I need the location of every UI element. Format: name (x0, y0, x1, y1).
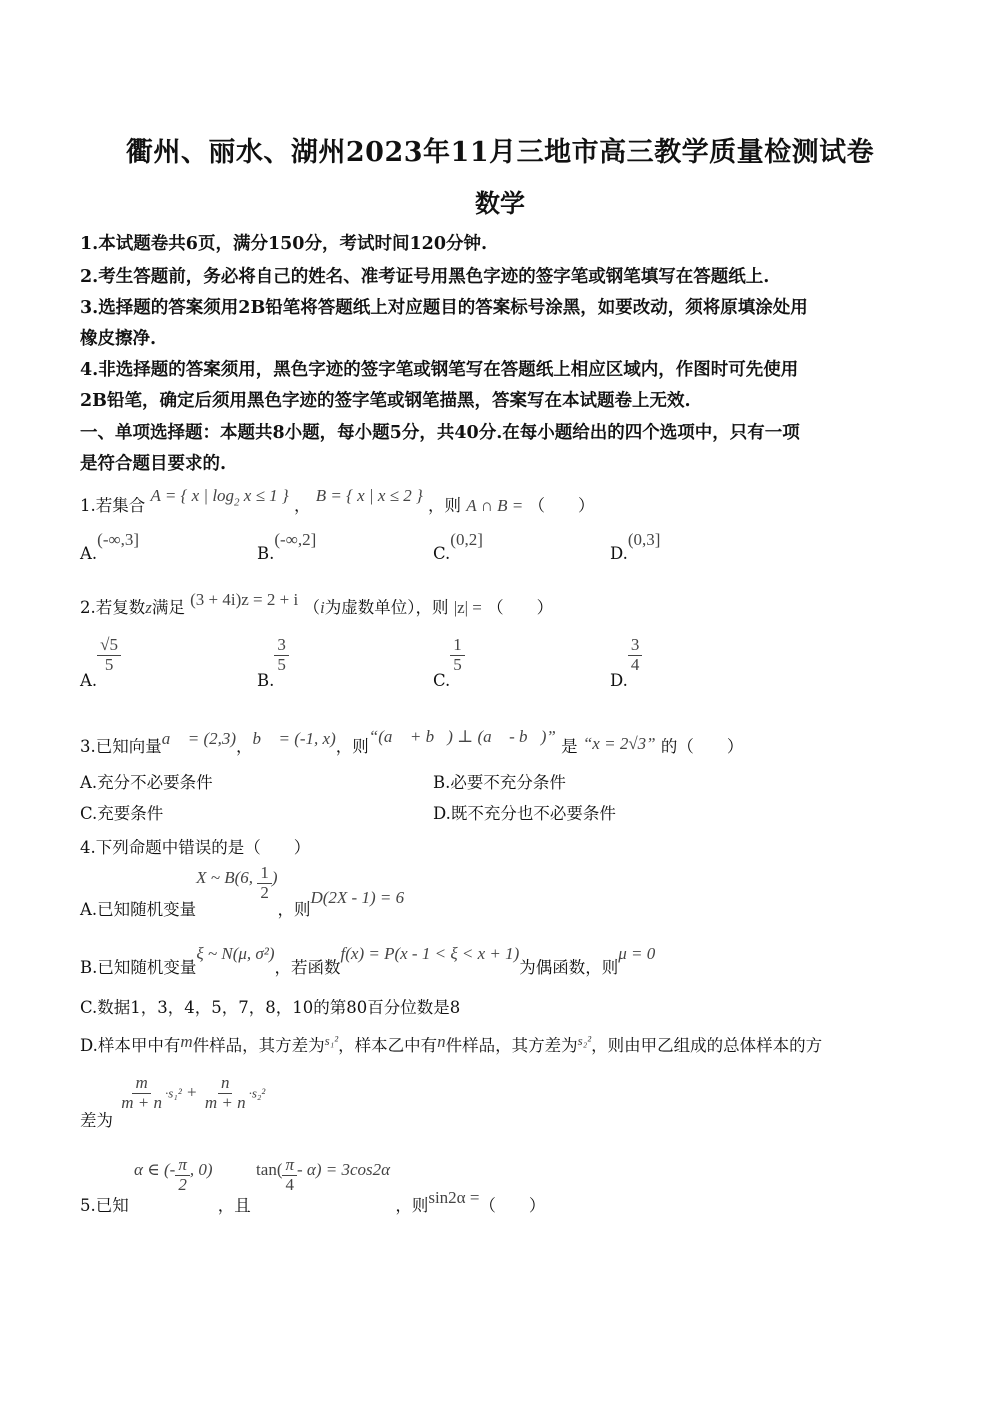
section-heading: 一、单项选择题：本题共8小题，每小题5分，共40分.在每小题给出的四个选项中，只有一项 (80, 423, 800, 443)
q1-option-a[interactable]: A.(-∞,3] (80, 530, 140, 563)
q4-option-d[interactable]: D.样本甲中有m件样品，其方差为$^{s_1^2}$，样本乙中有n件样品，其方差为$^{s_2^2}$，则由甲乙组成的总体样本的方 (80, 1032, 823, 1055)
instruction-1: 1.本试题卷共6页，满分150分，考试时间120分钟. (80, 234, 488, 254)
instruction-2: 2.考生答题前，务必将自己的姓名、准考证号用黑色字迹的签字笔或钢笔填写在答题纸上. (80, 267, 770, 287)
q4-option-c[interactable]: C.数据1，3，4，5，7，8，10的第80百分位数是8 (80, 998, 461, 1017)
q3-vector-b: b⃗ = (-1, x) (252, 729, 336, 748)
q3-condition-2: “x = 2√3” (582, 734, 656, 753)
q2-abs: |z| = (453, 598, 482, 617)
q5-tan-equation: tan( $\frac{\pi}{4}$ - α) = 3cos2α (256, 1155, 391, 1194)
q2-z: z (145, 598, 152, 617)
q5-alpha-range: α ∈ (- $\frac{\pi}{2}$ , 0) (134, 1155, 213, 1194)
q1-option-d[interactable]: D.(0,3] (610, 530, 661, 563)
q3-option-c[interactable]: C.充要条件 (80, 804, 164, 823)
instruction-3-cont: 橡皮擦净. (80, 329, 157, 349)
question-3: 3.已知向量a⃗ = (2,3)，b⃗ = (-1, x)，则“(a⃗ + b⃗) ⊥ (a⃗ - b⃗)” 是 “x = 2√3” 的（ ） (80, 727, 744, 756)
q1-option-b[interactable]: B.(-∞,2] (257, 530, 317, 563)
q3-option-a[interactable]: A.充分不必要条件 (80, 773, 213, 792)
q2-option-c[interactable]: C. $\frac{1}{5}$ (433, 636, 465, 674)
q3-condition: “(a⃗ + b⃗) ⊥ (a⃗ - b⃗)” (368, 727, 556, 746)
q1-set-a: A = { x | $\log_2 x \le 1$ } (150, 486, 289, 509)
instruction-4: 4.非选择题的答案须用，黑色字迹的签字笔或钢笔写在答题纸上相应区域内，作图时可先使用 (80, 360, 799, 380)
exam-title: 衢州、丽水、湖州2023年11月三地市高三教学质量检测试卷 (125, 137, 875, 168)
q1-option-c[interactable]: C.(0,2] (433, 530, 483, 563)
q1-set-b: B = { x | x ≤ 2 } (315, 486, 423, 505)
question-1 (80, 486, 595, 518)
q3-vector-a: a⃗ = (2,3) (161, 729, 237, 748)
question-4: 4.下列命题中错误的是（ ） (80, 838, 311, 857)
q2-option-a[interactable]: A. $\frac{√5}{5}$ (80, 636, 121, 674)
q1-stem: 1.若集合 (80, 496, 146, 515)
q5-ask: sin2α = (428, 1188, 480, 1207)
section-heading-cont: 是符合题目要求的. (80, 454, 227, 474)
q2-option-b[interactable]: B. $\frac{3}{5}$ (257, 636, 289, 674)
q1-paren: （ ） (528, 496, 595, 515)
q2-option-d[interactable]: D. $\frac{3}{4}$ (610, 636, 642, 674)
instruction-4-cont: 2B铅笔，确定后须用黑色字迹的签字笔或钢笔描黑，答案写在本试题卷上无效. (80, 391, 691, 411)
q1-ask: A ∩ B = (466, 496, 524, 515)
q4-option-d-cont: 差为 $\frac{m}{m + n}$ ·s₁² + $\frac{n}{m + n}$ ·s₂² (80, 1073, 266, 1130)
q4-option-b[interactable]: B.已知随机变量ξ ~ N(μ, σ²)，若函数f(x) = P(x - 1 < ξ < x + 1)为偶函数，则μ = 0 (80, 944, 656, 977)
q3-option-d[interactable]: D.既不充分也不必要条件 (433, 804, 616, 823)
q3-option-b[interactable]: B.必要不充分条件 (433, 773, 566, 792)
q1-comma: ， (293, 496, 311, 515)
exam-subject: 数学 (474, 189, 525, 218)
q1-then: ，则 (428, 496, 462, 515)
q2-equation: (3 + 4i)z = 2 + i (190, 590, 299, 609)
question-2: 2.若复数z满足 (3 + 4i)z = 2 + i （i为虚数单位），则 |z| = （ ） (80, 590, 554, 617)
question-5: 5.已知 α ∈ (- $\frac{\pi}{2}$ , 0) ，且 tan( $\frac{\pi}{4}$ - α) = 3cos2α ，则sin2α =（ ） (80, 1155, 546, 1215)
instruction-3: 3.选择题的答案须用2B铅笔将答题纸上对应题目的答案标号涂黑，如要改动，须将原填涂处用 (80, 298, 808, 318)
q4-option-a[interactable]: A.已知随机变量X ~ B(6, $\frac{1}{2}$ )，则D(2X - 1) = 6 (80, 863, 405, 919)
